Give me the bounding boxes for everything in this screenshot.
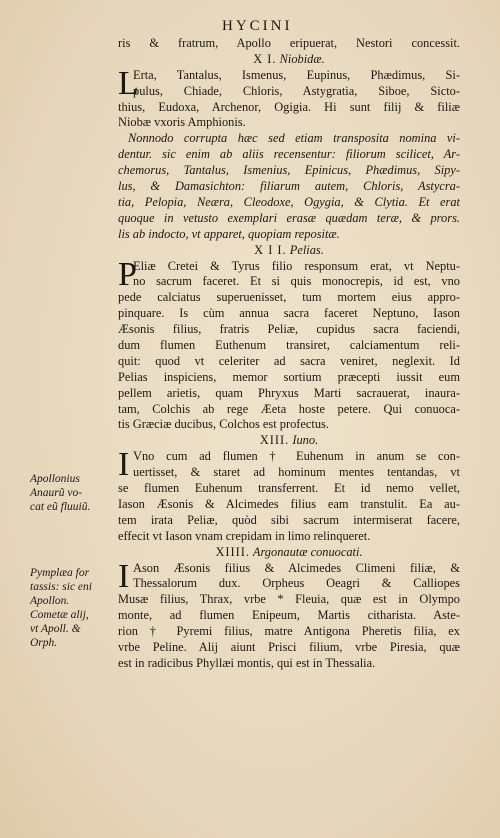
drop-cap: I: [118, 557, 130, 595]
note-line: tia, Pelopia, Neæra, Cleodoxe, Ogygia, & Clytia. Et erat: [118, 194, 460, 209]
section-heading-xii: [118, 243, 460, 259]
paragraph-xiv: [118, 557, 460, 672]
text-line: Iason Æsonis & Alcimedes filius eam transtulit. Ea au-: [118, 496, 460, 511]
text-line: monte, ad flumen Enipeum, Martis citharista. Aste-: [118, 608, 460, 623]
margin-note-line: Anaurũ vo-: [30, 487, 83, 499]
text-line: Thessalorum dux. Orpheus Oeagri & Calliopes: [133, 576, 460, 591]
drop-cap: I: [118, 446, 130, 484]
margin-note-line: tassis: sic eni: [30, 581, 92, 593]
note-line: lus, & Damasichton: filiarum autem, Chloris, Astycra-: [118, 179, 460, 194]
margin-note-line: Apollonius: [30, 473, 80, 485]
section-number: XIIII.: [215, 544, 250, 559]
margin-note-line: Cometæ alij,: [30, 609, 89, 621]
drop-cap: L: [118, 64, 139, 102]
text-line: est in radicibus Phyllæi montis, qui est in Thessalia.: [118, 655, 376, 670]
margin-note-apollonius: [30, 472, 112, 514]
text-line: pulus, Chiade, Chloris, Astygratia, Siboe, Sicto-: [133, 83, 460, 98]
text-line: Ason Æsonis filius & Alcimedes Climeni filiæ, &: [133, 560, 460, 575]
text-line: quit: quod vt celeriter ad sacra veniret, neglexit. Id: [118, 353, 460, 368]
margin-note-line: Pymplæa for: [30, 567, 90, 579]
text-line: se flumen Euhenum transferrent. Et id nemo vellet,: [118, 481, 460, 496]
note-line: lis ab indocto, vt apparet, quopiam repositæ.: [118, 226, 340, 241]
section-title: Niobidæ.: [279, 51, 325, 66]
text-line: Erta, Tantalus, Ismenus, Eupinus, Phædimus, Si-: [133, 67, 460, 82]
note-line: chemorus, Tantalus, Ismenius, Epinicus, Phædimus, Sipy-: [118, 163, 460, 178]
text-line: tem irata Peliæ, quòd sibi sacrum intermiserat facere,: [118, 512, 460, 527]
section-number: XIII.: [259, 433, 290, 448]
running-head: HYCINI: [222, 18, 293, 34]
text-line: Vno cum ad flumen † Euhenum in anum se con-: [133, 449, 460, 464]
margin-note-pimplea: [30, 566, 112, 650]
text-line: Pelias inspiciens, memor sortium præcepti iussit eum: [118, 369, 460, 384]
text-line: Æsonis filius, fratris Peliæ, cupidus sacra faciendi,: [118, 322, 460, 337]
section-number: X I I.: [254, 242, 287, 257]
note-line: dentur. sic enim ab aliis recensentur: filiorum scilicet, Ar-: [118, 147, 460, 162]
section-number: X I.: [253, 51, 277, 66]
drop-cap: P: [118, 255, 137, 293]
text-line: effecit vt Iason vnam crepidam in limo relinqueret.: [118, 528, 371, 543]
text-line: rion † Pyremi filius, matre Antigona Pheretis filia, ex: [118, 624, 460, 639]
text-line: tam, Colchis ab rege Æeta hoste petere. Qui conuoca-: [118, 401, 460, 416]
text-line: vrbe Peline. Alij aiunt Prisci filium, vrbe Piresia, quæ: [118, 639, 460, 654]
text-line: pellem arietis, quam Phryxus Marti sacrauerat, inaura-: [118, 385, 460, 400]
paragraph-xi: [118, 64, 460, 132]
section-title: Iuno.: [292, 433, 319, 448]
editorial-note-xi: [118, 131, 460, 242]
text-line: pede calciatus superuenisset, tum mortem eius appro-: [118, 290, 460, 305]
margin-note-line: Apollon.: [30, 595, 70, 607]
text-line: dum flumen Euthenum transiret, calciamentum reli-: [118, 337, 460, 352]
section-heading-xi: [118, 52, 460, 68]
paragraph-xiii: [118, 446, 460, 544]
paragraph-xii: [118, 255, 460, 434]
margin-note-line: Orph.: [30, 637, 58, 649]
section-title: Pelias.: [289, 242, 324, 257]
main-text-column: [118, 36, 460, 672]
section-heading-xiii: [118, 433, 460, 449]
text-line: no sacrum faceret. Et si quis monocrepis, id est, vno: [133, 274, 460, 289]
text-line: Niobæ vxoris Amphionis.: [118, 115, 246, 130]
text-line: pinquare. Is cùm annua sacra faceret Neptuno, Iason: [118, 306, 460, 321]
section-title: Argonautæ conuocati.: [252, 544, 363, 559]
text-line: thius, Eudoxa, Archenor, Ogigia. Hi sunt filij & filiæ: [118, 99, 460, 114]
section-heading-xiv: [118, 545, 460, 561]
text-line: uertisset, & staret ad hominum mentes tentandas, vt: [133, 465, 460, 480]
intro-line: ris & fratrum, Apollo eripuerat, Nestori concessit.: [118, 36, 460, 50]
note-line: quoque in vetusto exemplari erasæ quædam teræ, & prors.: [118, 210, 460, 225]
margin-note-line: vt Apoll. &: [30, 623, 81, 635]
note-line: Nonnodo corrupta hæc sed etiam transposita nomina vi-: [128, 131, 460, 146]
margin-note-line: cat eũ fluuiũ.: [30, 501, 91, 513]
text-line: Musæ filius, Thrax, vrbe * Fleuia, quæ est in Olympo: [118, 592, 460, 607]
text-line: Eliæ Cretei & Tyrus filio responsum erat, vt Neptu-: [133, 258, 460, 273]
text-line: tis Græciæ ducibus, Colchos est profectus.: [118, 417, 329, 432]
